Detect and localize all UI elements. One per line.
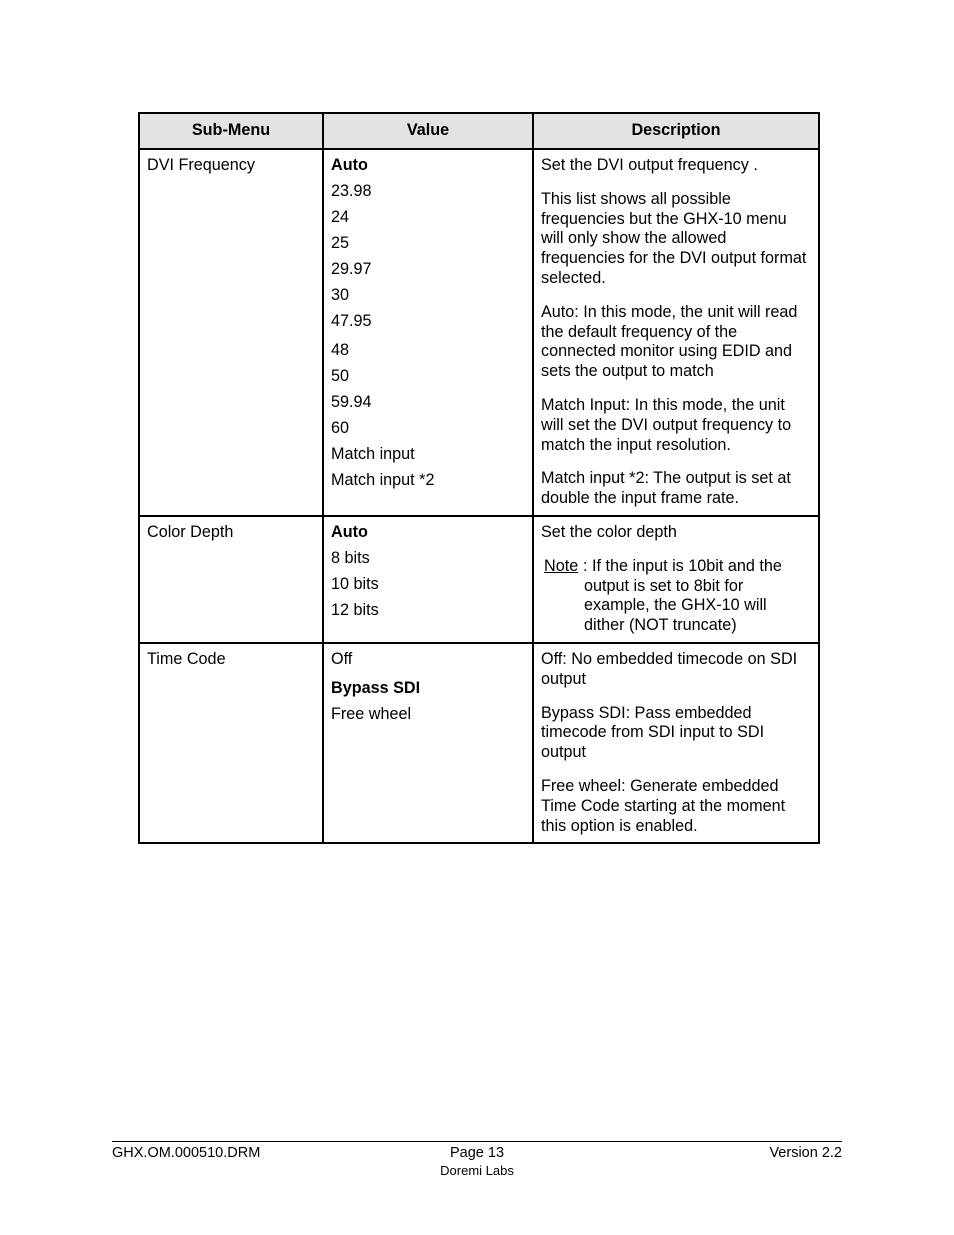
note-text: : If the input is 10bit and the [583, 556, 782, 575]
description-cell [533, 643, 819, 843]
footer-page-number: Page 13 [449, 1145, 505, 1161]
description-paragraph: Match Input: In this mode, the unit will set the DVI output frequency to match the input resolution. [541, 395, 792, 454]
description-cell [533, 149, 819, 516]
value-option: Match input [331, 445, 415, 463]
table-row [139, 149, 819, 516]
description-paragraph: Bypass SDI: Pass embedded timecode from SDI input to SDI output [541, 703, 765, 762]
value-option: Match input *2 [331, 471, 435, 489]
description-cell [533, 516, 819, 643]
value-option: 23.98 [331, 182, 372, 200]
note-block [541, 557, 811, 636]
description-paragraph: This list shows all possible frequencies but the GHX-10 menu will only show the allowed frequencies for the DVI output format selected. [541, 189, 807, 287]
value-cell [323, 516, 533, 643]
footer-company: Doremi Labs [440, 1163, 514, 1178]
value-option: Off [331, 649, 353, 668]
value-option: 25 [331, 234, 350, 252]
footer-doc-id: GHX.OM.000510.DRM [112, 1145, 261, 1161]
settings-table [138, 112, 820, 844]
footer-version: Version 2.2 [769, 1145, 842, 1161]
value-option: Auto [331, 522, 368, 541]
description-paragraph: Match input *2: The output is set at double the input frame rate. [541, 469, 791, 508]
table-row [139, 516, 819, 643]
note-label: Note [544, 556, 579, 575]
value-option: 47.95 [331, 312, 372, 330]
value-option: 50 [331, 367, 350, 385]
submenu-cell: DVI Frequency [139, 149, 323, 516]
value-option: 48 [331, 341, 350, 359]
header-description: Description [533, 113, 819, 149]
table-header-row [139, 113, 819, 149]
header-value: Value [323, 113, 533, 149]
value-cell [323, 149, 533, 516]
header-submenu: Sub-Menu [139, 113, 323, 149]
value-option: 24 [331, 208, 350, 226]
value-option: Auto [331, 156, 368, 174]
value-option: Bypass SDI [331, 678, 421, 697]
value-option: 8 bits [331, 548, 370, 567]
submenu-cell: Color Depth [139, 516, 323, 643]
description-paragraph: Auto: In this mode, the unit will read the default frequency of the connected monitor using EDID and sets the output to match [541, 302, 798, 381]
value-option: 29.97 [331, 260, 372, 278]
description-paragraph: Set the DVI output frequency . [541, 156, 758, 174]
description-paragraph: Set the color depth [541, 522, 677, 541]
value-option: 30 [331, 286, 350, 304]
submenu-cell: Time Code [139, 643, 323, 843]
footer-rule [112, 1141, 842, 1142]
value-option: Free wheel [331, 704, 412, 723]
note-continued: output is set to 8bit for example, the GHX-10 will dither (NOT truncate) [584, 576, 767, 635]
description-paragraph: Free wheel: Generate embedded Time Code starting at the moment this option is enabled. [541, 776, 786, 835]
description-paragraph: Off: No embedded timecode on SDI output [541, 649, 798, 688]
table-row [139, 643, 819, 843]
value-option: 60 [331, 419, 350, 437]
note-text-group [541, 557, 811, 636]
value-option: 10 bits [331, 574, 379, 593]
value-cell [323, 643, 533, 843]
value-option: 59.94 [331, 393, 372, 411]
value-option: 12 bits [331, 600, 379, 619]
